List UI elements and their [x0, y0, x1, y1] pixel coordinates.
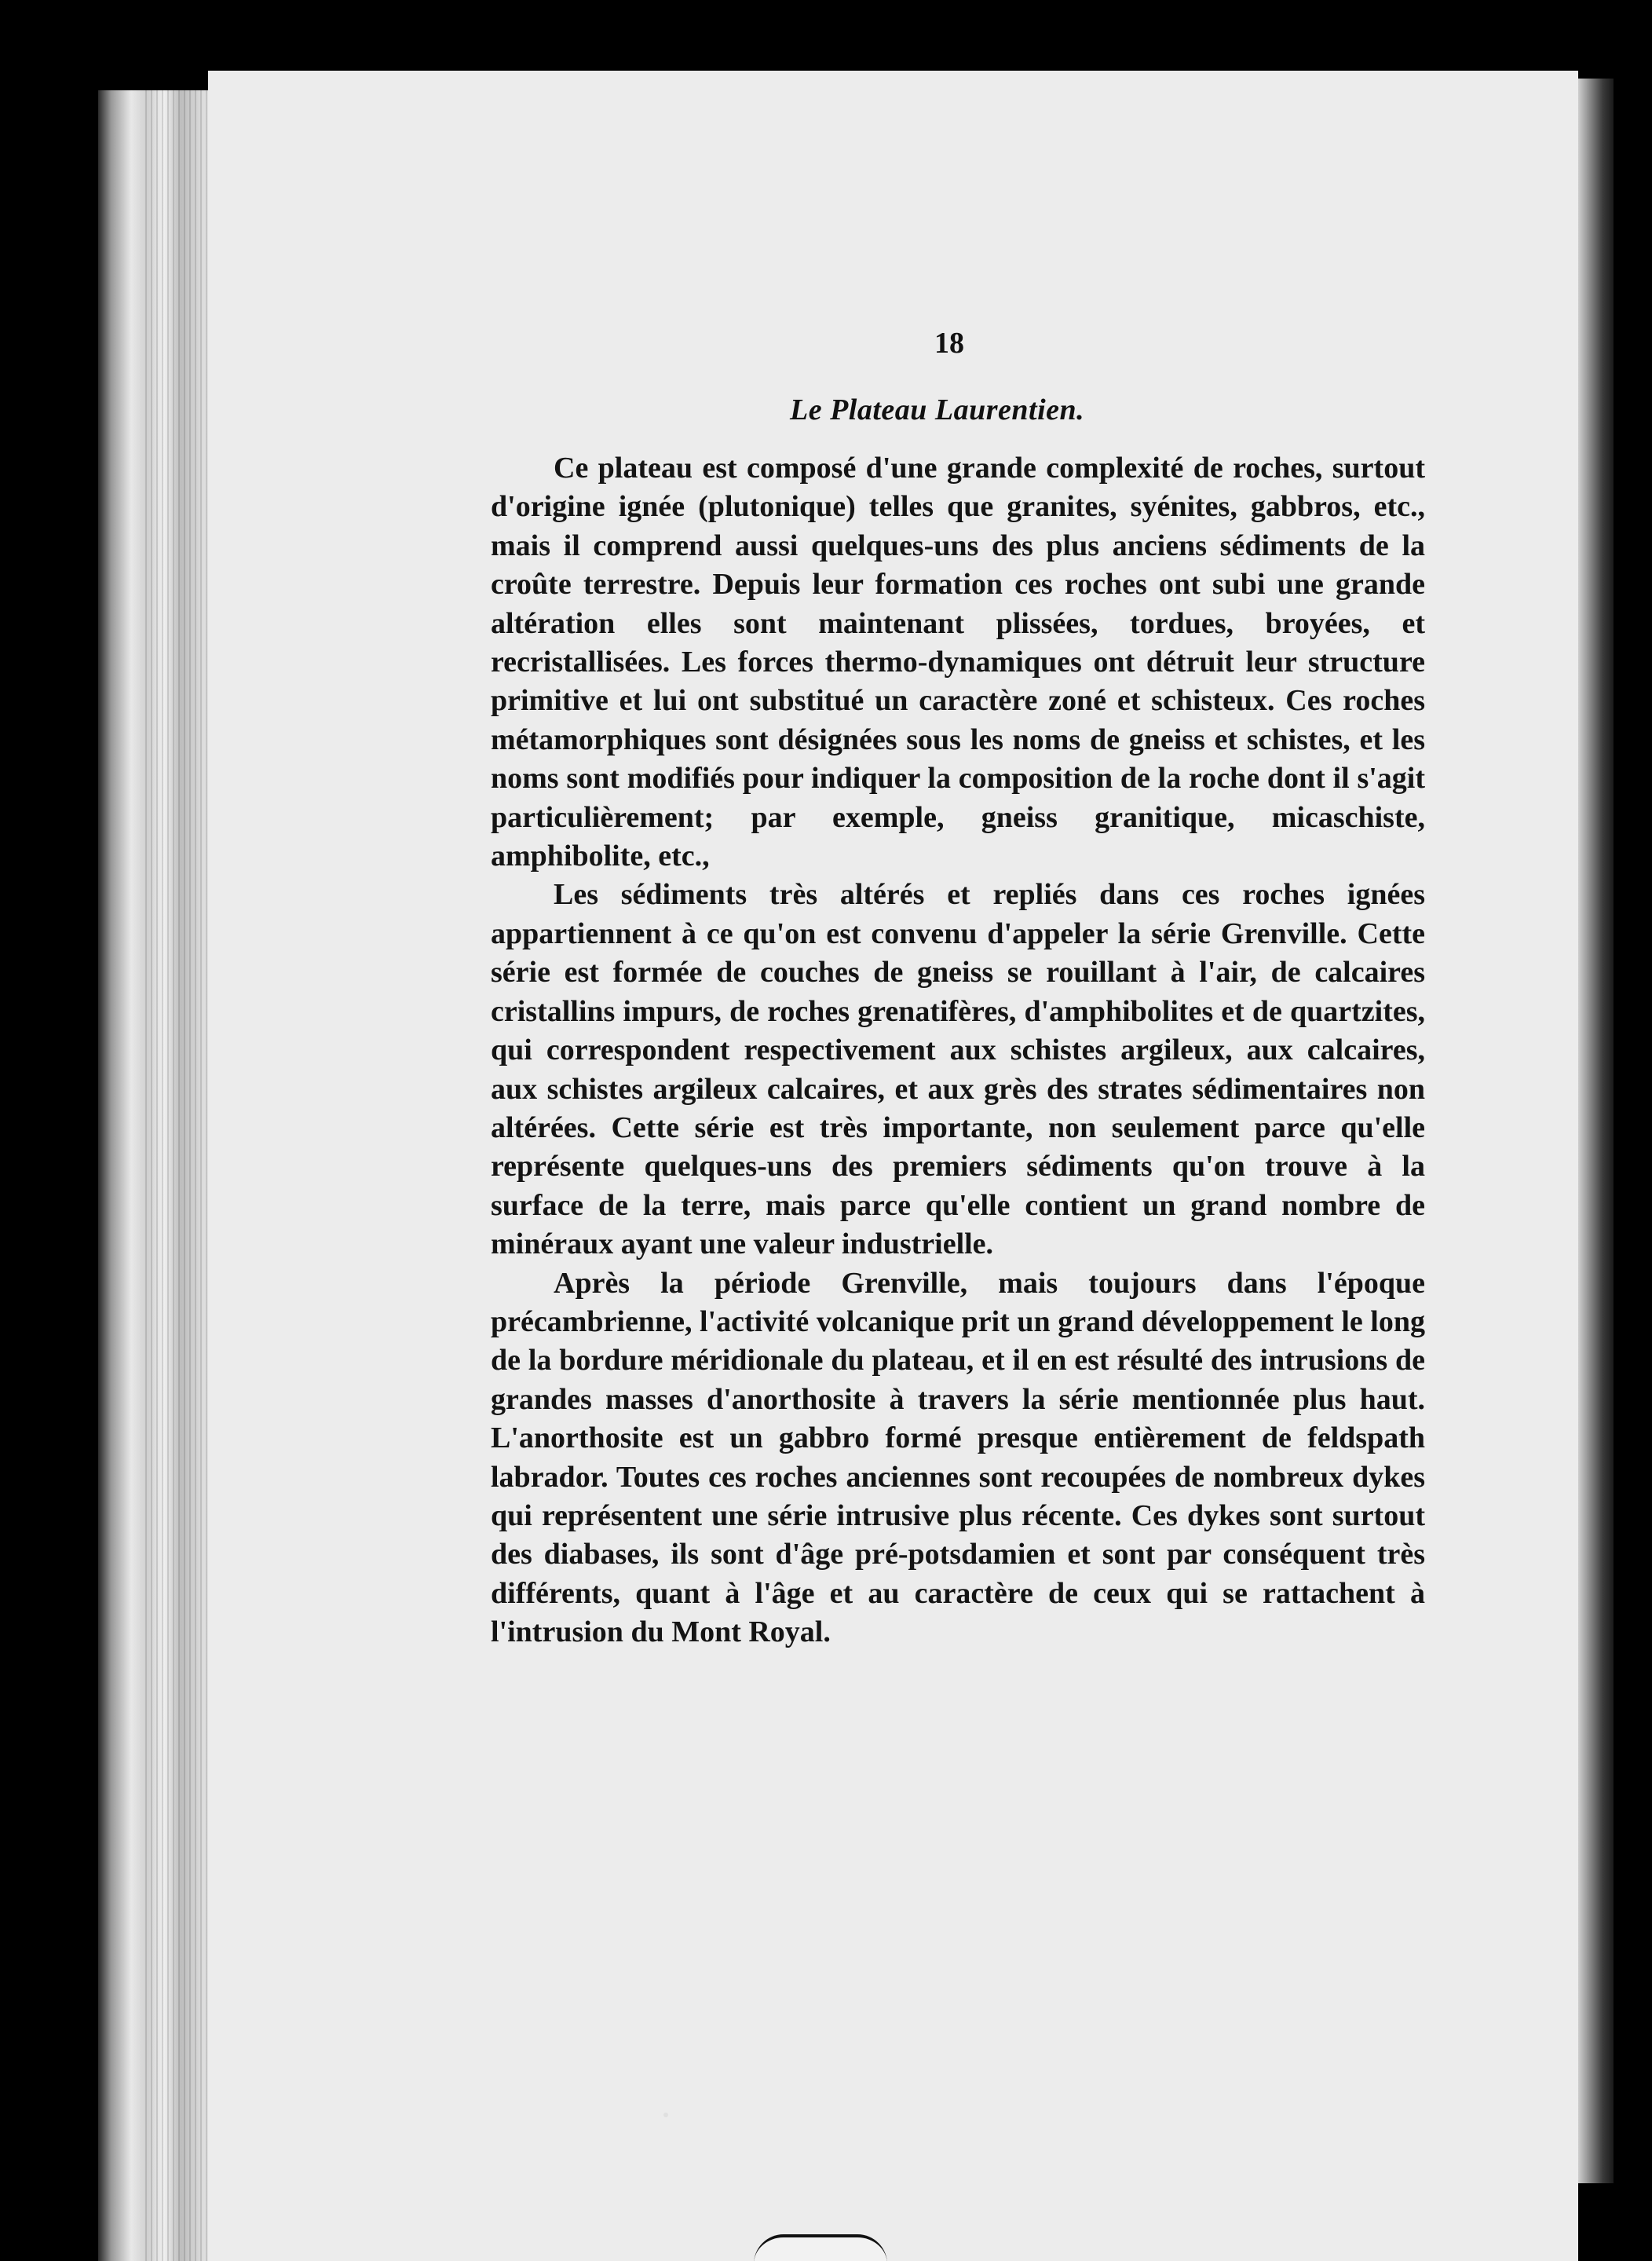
paragraph-1: Ce plateau est composé d'une grande complexité de roches, surtout d'origine ignée (plutonique) telles que granites, syénites, gabbros, etc., mais il comprend aussi quelques-uns des plus anciens sédiments de la croûte terrestre. Depuis leur formation ces roches ont subi une grande altération elles sont maintenant plissées, tordues, broyées, et recristallisées. Les forces thermo-dynamiques ont détruit leur structure primitive et lui ont substitué un caractère zoné et schisteux. Ces roches métamorphiques sont désignées sous les noms de gneiss et schistes, et les noms sont modifiés pour indiquer la composition de la roche dont il s'agit particulièrement; par exemple, gneiss granitique, micaschiste, amphibolite, etc.,: [491, 452, 1425, 873]
book-page-stack-lines: [145, 90, 208, 2261]
paper-speck: [663, 2113, 668, 2117]
book-right-edge: [1578, 79, 1614, 2183]
page-bottom-mark: [754, 2234, 887, 2261]
paragraph-2: Les sédiments très altérés et repliés dans ces roches ignées appartiennent à ce qu'on est convenu d'appeler la série Grenville. Cette série est formée de couches de gneiss se rouillant à l'air, de calcaires cristallins impurs, de roches grenatifères, d'amphibolites et de quartzites, qui correspondent respectivement aux schistes argileux, aux calcaires, aux schistes argileux calcaires, et aux grès des strates sédimentaires non altérées. Cette série est très importante, non seulement parce qu'elle représente quelques-uns des premiers sédiments qu'on trouve à la surface de la terre, mais parce qu'elle contient un grand nombre de minéraux ayant une valeur industrielle.: [491, 878, 1425, 1261]
section-title: Le Plateau Laurentien.: [790, 393, 1085, 426]
page-number: 18: [934, 327, 964, 360]
body-text: [491, 449, 1425, 1652]
paragraph-3: Après la période Grenville, mais toujours dans l'époque précambrienne, l'activité volcanique prit un grand développement le long de la bordure méridionale du plateau, et il en est résulté des intrusions de grandes masses d'anorthosite à travers la série mentionnée plus haut. L'anorthosite est un gabbro formé presque entièrement de feldspath labrador. Toutes ces roches anciennes sont recoupées de nombreux dykes qui représentent une série intrusive plus récente. Ces dykes sont surtout des diabases, ils sont d'âge pré-potsdamien et sont par conséquent très différents, quant à l'âge et au caractère de ceux qui se rattachent à l'intrusion du Mont Royal.: [491, 1266, 1425, 1649]
